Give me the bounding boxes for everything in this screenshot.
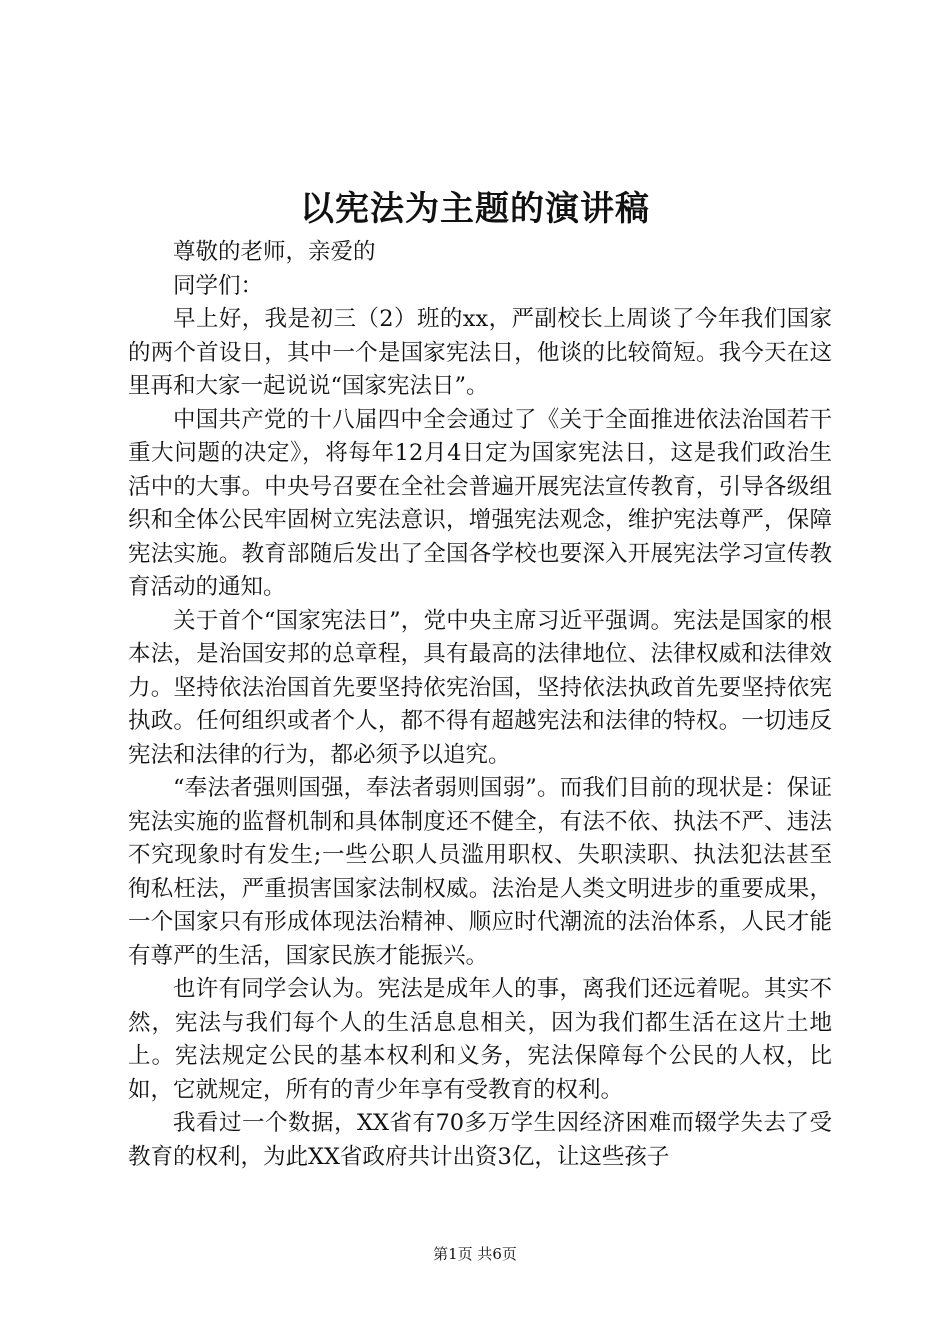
paragraph-4: “奉法者强则国强，奉法者弱则国弱”。而我们目前的现状是：保证宪法实施的监督机制和具体制度还不健全，有法不依、执法不严、违法不究现象时有发生;一些公职人员滥用职权、失职渎职、执法犯法甚至徇私枉法，严重损害国家法制权威。法治是人类文明进步的重要成果，一个国家只有形成体现法治精神、顺应时代潮流的法治体系，人民才能有尊严的生活，国家民族才能振兴。 (128, 775, 832, 969)
paragraph-2: 中国共产党的十八届四中全会通过了《关于全面推进依法治国若干重大问题的决定》，将每年12月4日定为国家宪法日，这是我们政治生活中的大事。中央号召要在全社会普遍开展宪法宣传教育，引导各级组织和全体公民牢固树立宪法意识，增强宪法观念，维护宪法尊严，保障宪法实施。教育部随后发出了全国各学校也要深入开展宪法学习宣传教育活动的通知。 (128, 406, 832, 600)
salutation-line-1: 尊敬的老师，亲爱的 (173, 239, 376, 265)
paragraph-1: 早上好，我是初三（2）班的xx，严副校长上周谈了今年我们国家的两个首设日，其中一个是国家宪法日，他谈的比较简短。我今天在这里再和大家一起说说“国家宪法日”。 (128, 306, 832, 399)
paragraph-5: 也许有同学会认为。宪法是成年人的事，离我们还远着呢。其实不然，宪法与我们每个人的生活息息相关，因为我们都生活在这片土地上。宪法规定公民的基本权利和义务，宪法保障每个公民的人权，比如，它就规定，所有的青少年享有受教育的权利。 (128, 976, 832, 1103)
document-title: 以宪法为主题的演讲稿 (300, 189, 650, 229)
salutation-line-2: 同学们： (173, 272, 264, 299)
document-body (128, 236, 832, 1174)
paragraph-6: 我看过一个数据，XX省有70多万学生因经济困难而辍学失去了受教育的权利，为此XX省政府共计出资3亿，让这些孩子 (128, 1110, 832, 1170)
paragraph-3: 关于首个“国家宪法日”，党中央主席习近平强调。宪法是国家的根本法，是治国安邦的总章程，具有最高的法律地位、法律权威和法律效力。坚持依法治国首先要坚持依宪治国，坚持依法执政首先要坚持依宪执政。任何组织或者个人，都不得有超越宪法和法律的特权。一切违反宪法和法律的行为，都必须予以追究。 (128, 607, 832, 768)
page-footer: 第1页 共6页 (433, 1245, 517, 1263)
